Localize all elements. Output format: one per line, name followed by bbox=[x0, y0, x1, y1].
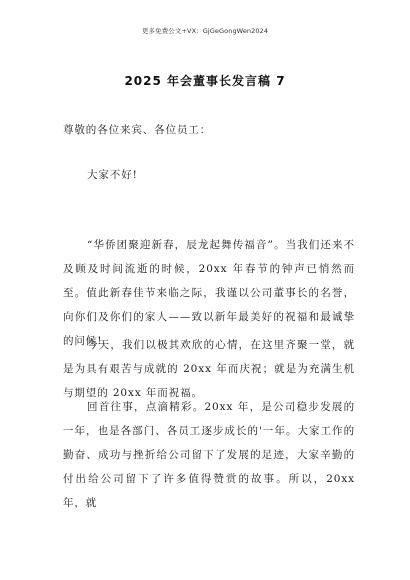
paragraph-1: “华侨团聚迎新春，辰龙起舞传福音”。当我们还来不及顾及时间流逝的时候，20xx 年春节的钟声已悄然而至。值此新春佳节来临之际，我谨以公司董事长的名誉，向你们及你们的家人——致以新年最美好的祝福和最诚挚的问候! bbox=[63, 239, 355, 347]
greeting: 大家不好! bbox=[87, 169, 138, 181]
paragraph-2: 今天，我们以极其欢欣的心情，在这里齐聚一堂，就是为具有艰苦与成就的 20xx 年而庆祝；就是为充满生机与期望的 20xx 年而祝福。 bbox=[63, 339, 355, 399]
salutation: 尊敬的各位来宾、各位员工： bbox=[63, 124, 212, 136]
header-note: 更多免费公文+VX：GjGeGongWen2024 bbox=[141, 27, 269, 35]
document-title: 2025 年会董事长发言稿 7 bbox=[124, 74, 286, 88]
paragraph-3: 回首往事，点滴精彩。20xx 年，是公司稳步发展的一年，也是各部门、各员工逐步成长的'一年。大家工作的勤奋、成功与挫折给公司留下了发展的足迹，大家辛勤的付出给公司留下了许多值得赞赏的故事。所以，20xx 年，就 bbox=[63, 401, 355, 509]
